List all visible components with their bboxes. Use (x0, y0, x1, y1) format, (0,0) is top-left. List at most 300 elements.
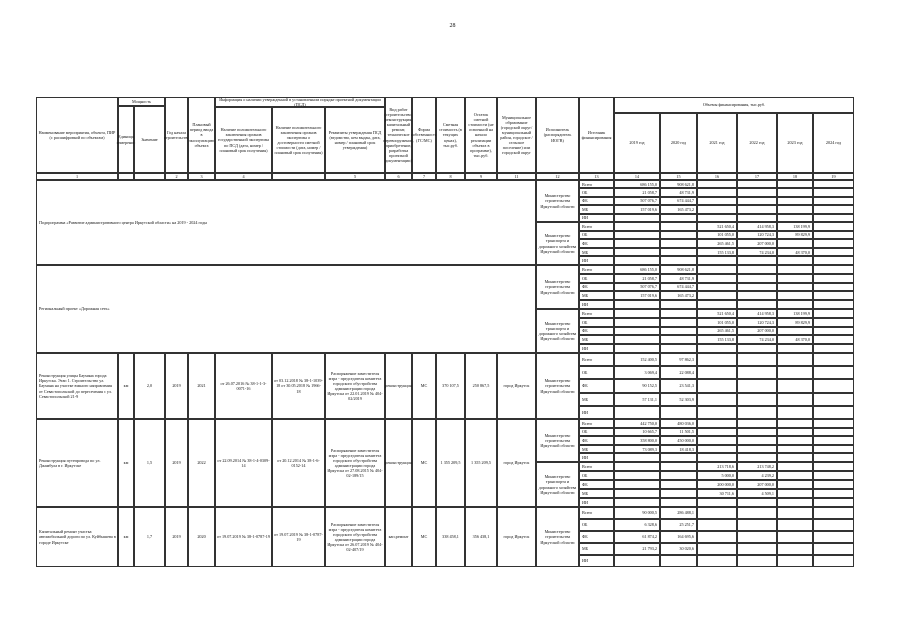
subprogram-build-value: 157 019,6 (614, 205, 660, 213)
header-name: Наименование мероприятия, объекта, ПИР (с расшифровкой по объектам) (36, 97, 118, 173)
regional-build-source: Всего (579, 265, 614, 274)
object3-build-value (777, 531, 813, 543)
object2-build-value (697, 419, 737, 428)
subprogram-trans-value (813, 239, 854, 248)
object3-build-value (777, 555, 813, 567)
object3-expertise: от 19.07.2019 № 38-1-0787-19 (215, 507, 272, 567)
blank (614, 462, 660, 471)
column-number: 16 (697, 173, 737, 180)
object1-build-value: 23 541,3 (660, 379, 697, 392)
object2-trans-value (697, 498, 737, 507)
subprogram-trans-value: 120 724,3 (737, 231, 777, 240)
column-number (134, 173, 165, 180)
object2-trans-value: 207 000,0 (737, 480, 777, 489)
regional-trans-value: 265 461,5 (697, 327, 737, 336)
subprogram-build-value (737, 180, 777, 188)
object3-build-value: 286 488,1 (660, 507, 697, 519)
subprogram-build-value (813, 214, 854, 222)
blank (660, 489, 697, 498)
subprogram-trans-source: ИИ (579, 256, 614, 265)
object2-build-value (697, 453, 737, 462)
regional-build-value (737, 300, 777, 309)
object2-build-value (813, 436, 854, 445)
object3-build-value: 90 000,5 (614, 507, 660, 519)
regional-build-value (697, 265, 737, 274)
object3-build-value: 164 695,6 (660, 531, 697, 543)
object2-year-start: 2019 (165, 419, 188, 507)
regional-trans-value: 414 958,3 (737, 309, 777, 318)
object2-build-value (813, 453, 854, 462)
object3-build-value (813, 531, 854, 543)
object2-trans-source: ИИ (579, 498, 614, 507)
object2-trans-value: 4 509,1 (737, 489, 777, 498)
object2-build-value (737, 436, 777, 445)
object3-build-value (697, 507, 737, 519)
object2-build-value (777, 419, 813, 428)
subprogram-build-value (614, 214, 660, 222)
regional-trans-value: 48 370,0 (777, 335, 813, 344)
regional-trans-value: 101 055,0 (697, 318, 737, 327)
header-year-3: 2021 год (697, 113, 737, 173)
subprogram-build-value (660, 214, 697, 222)
object3-year-start: 2019 (165, 507, 188, 567)
object1-name: Реконструкция улицы Баумана города Иркутска. Этап 1. Строительство ул. Баумана на участке южного направления от Севастопольской до пересечения с ул. Севастопольской 21-9 (36, 353, 118, 419)
object3-build-value (777, 519, 813, 531)
object3-build-source: ИИ (579, 555, 614, 567)
object2-build-value (813, 445, 854, 454)
object1-build-value (737, 393, 777, 406)
object2-trans-value: 200 000,0 (697, 480, 737, 489)
subprogram-trans-value: 89 829,9 (777, 231, 813, 240)
subprogram-trans-executor: Министерство транспорта и дорожного хозяйства Иркутской области (536, 222, 579, 265)
subprogram-trans-value (813, 231, 854, 240)
object2-approval: Распоряжение заместителя мэра - председателя комитета городского обустройства администрации города Иркутска от 27.08.2015 № 404-02-189/15 (325, 419, 385, 507)
blank (614, 344, 660, 353)
object2-municipality: город Иркутск (497, 419, 536, 507)
subprogram-trans-source: Всего (579, 222, 614, 231)
subprogram-title: Подпрограмма «Развитие административного центра Иркутской области» на 2019 - 2024 годы (36, 180, 536, 265)
regional-trans-source: МБ (579, 335, 614, 344)
object2-build-value: 358 800,0 (614, 436, 660, 445)
object3-cost: 338 458,1 (436, 507, 465, 567)
object2-build-value (777, 453, 813, 462)
object2-build-value (737, 419, 777, 428)
object2-build-value: 11 501,5 (660, 428, 697, 437)
object1-build-source: ИИ (579, 406, 614, 419)
object1-build-value: 52 303,9 (660, 393, 697, 406)
regional-trans-value: 521 650,4 (697, 309, 737, 318)
subprogram-build-value (777, 214, 813, 222)
header-est-cost: Сметная стоимость (в текущих ценах), тыс.руб. (436, 97, 465, 173)
object3-build-source: ОБ (579, 519, 614, 531)
object2-trans-value (777, 498, 813, 507)
object1-build-value (737, 366, 777, 379)
blank (614, 471, 660, 480)
blank (660, 335, 697, 344)
object1-build-value: 90 152,5 (614, 379, 660, 392)
subprogram-trans-value: 48 370,0 (777, 248, 813, 257)
object1-build-value (697, 353, 737, 366)
column-number (272, 173, 325, 180)
column-number: 9 (465, 173, 497, 180)
regional-trans-value: 207 000,0 (737, 327, 777, 336)
regional-trans-value (813, 344, 854, 353)
object1-year-start: 2019 (165, 353, 188, 419)
object2-trans-executor: Министерство транспорта и дорожного хозяйства Иркутской области (536, 462, 579, 507)
blank (614, 309, 660, 318)
object3-build-value: 21 793,2 (614, 543, 660, 555)
regional-build-value: 686 155,0 (614, 265, 660, 274)
column-number: 19 (813, 173, 854, 180)
regional-trans-value: 74 234,0 (737, 335, 777, 344)
column-number: 12 (536, 173, 579, 180)
subprogram-build-value: 507 076,7 (614, 197, 660, 205)
subprogram-trans-source: МБ (579, 248, 614, 257)
blank (660, 239, 697, 248)
object1-build-value (737, 379, 777, 392)
object1-cost: 370 107,5 (436, 353, 465, 419)
subprogram-build-value: 674 444,7 (660, 197, 697, 205)
object1-year-input: 2021 (188, 353, 215, 419)
subprogram-trans-source: ФБ (579, 239, 614, 248)
subprogram-trans-value: 74 234,0 (737, 248, 777, 257)
object3-build-value: 30 020,6 (660, 543, 697, 555)
subprogram-build-source: Всего (579, 180, 614, 188)
subprogram-trans-value: 155 133,8 (697, 248, 737, 257)
object1-build-value: 3 069,4 (614, 366, 660, 379)
column-number: 17 (737, 173, 777, 180)
object1-build-value (813, 406, 854, 419)
column-number (118, 173, 134, 180)
column-number: 11 (497, 173, 536, 180)
object1-build-value: 97 862,3 (660, 353, 697, 366)
object1-build-value (697, 379, 737, 392)
object2-build-value (697, 445, 737, 454)
regional-trans-value: 120 724,3 (737, 318, 777, 327)
object3-value: 1,7 (134, 507, 165, 567)
subprogram-build-source: ФБ (579, 197, 614, 205)
subprogram-build-value: 908 621,8 (660, 180, 697, 188)
header-approval: Реквизиты утверждения ПСД (ведомство, кем выдан, дата, номер / плановый срок утверждения) (325, 107, 385, 173)
subprogram-build-value (737, 214, 777, 222)
regional-trans-value (697, 344, 737, 353)
object3-name: Капитальный ремонт участка автомобильной дороги по ул. Куйбышева в городе Иркутске (36, 507, 118, 567)
object2-trans-value: 213 718,6 (697, 462, 737, 471)
object2-build-value: 480 036,0 (660, 419, 697, 428)
regional-build-value (737, 274, 777, 283)
object1-build-executor: Министерство строительства Иркутской области (536, 353, 579, 419)
column-number: 8 (436, 173, 465, 180)
blank (660, 480, 697, 489)
object1-build-value: 57 131,1 (614, 393, 660, 406)
regional-build-value (777, 300, 813, 309)
object2-remain: 1 355 209,5 (465, 419, 497, 507)
regional-build-value (697, 300, 737, 309)
blank (660, 309, 697, 318)
regional-trans-source: ИИ (579, 344, 614, 353)
page-number: 28 (449, 23, 456, 29)
header-ownership: Форма собственности (ГС/МС) (412, 97, 436, 173)
blank (660, 318, 697, 327)
object1-build-value (697, 393, 737, 406)
subprogram-trans-value: 521 650,4 (697, 222, 737, 231)
regional-build-value (813, 283, 854, 292)
object1-expertise: от 26.07.2016 № 38-1-1-3-0071-16 (215, 353, 272, 419)
column-number: 4 (215, 173, 272, 180)
object3-build-value (737, 555, 777, 567)
regional-trans-value (737, 344, 777, 353)
object2-build-source: МБ (579, 445, 614, 454)
blank (614, 480, 660, 489)
object2-trans-value (777, 480, 813, 489)
object3-ownership: МС (412, 507, 436, 567)
object2-build-value (777, 445, 813, 454)
object2-build-value (614, 453, 660, 462)
subprogram-trans-value: 138 199,9 (777, 222, 813, 231)
header-finance-group: Объемы финансирования, тыс.руб. (614, 97, 854, 113)
regional-build-value: 165 473,2 (660, 291, 697, 300)
column-number: 6 (385, 173, 412, 180)
subprogram-build-value (777, 205, 813, 213)
object1-build-value (697, 406, 737, 419)
object1-build-value (614, 406, 660, 419)
object1-build-value (777, 406, 813, 419)
object2-build-value (777, 428, 813, 437)
header-unit: Единица измерения (118, 106, 134, 173)
subprogram-trans-value: 207 000,0 (737, 239, 777, 248)
header-year-4: 2022 год (737, 113, 777, 173)
object3-build-value (813, 519, 854, 531)
header-power: Мощность (118, 97, 165, 106)
header-value: Значение (134, 106, 165, 173)
object2-trans-value: 4 239,2 (737, 471, 777, 480)
object2-trans-value (813, 480, 854, 489)
object2-cost: 1 355 209,5 (436, 419, 465, 507)
object1-build-source: ОБ (579, 366, 614, 379)
regional-trans-source: Всего (579, 309, 614, 318)
object1-build-source: ФБ (579, 379, 614, 392)
object2-build-value (737, 428, 777, 437)
regional-trans-value (813, 309, 854, 318)
object3-build-value (737, 531, 777, 543)
column-number: 13 (579, 173, 614, 180)
blank (614, 327, 660, 336)
object2-trans-value (777, 489, 813, 498)
subprogram-trans-source: ОБ (579, 231, 614, 240)
blank (614, 489, 660, 498)
blank (614, 256, 660, 265)
blank (660, 327, 697, 336)
subprogram-build-value (813, 180, 854, 188)
regional-trans-value: 155 133,8 (697, 335, 737, 344)
object3-build-source: Всего (579, 507, 614, 519)
object3-unit: км (118, 507, 134, 567)
object1-build-value (777, 379, 813, 392)
regional-trans-source: ФБ (579, 327, 614, 336)
subprogram-trans-value (813, 222, 854, 231)
object1-remain: 250 867,5 (465, 353, 497, 419)
object2-value: 1,5 (134, 419, 165, 507)
blank (660, 498, 697, 507)
column-number: 2 (165, 173, 188, 180)
subprogram-trans-value (813, 256, 854, 265)
subprogram-build-source: ОБ (579, 188, 614, 196)
blank (614, 498, 660, 507)
object2-work-type: реконструкция (385, 419, 412, 507)
subprogram-build-value (697, 214, 737, 222)
column-number: 14 (614, 173, 660, 180)
subprogram-build-value (813, 188, 854, 196)
regional-build-value (813, 291, 854, 300)
regional-build-value (777, 274, 813, 283)
regional-build-value (777, 291, 813, 300)
regional-trans-value: 138 199,9 (777, 309, 813, 318)
regional-build-source: ОБ (579, 274, 614, 283)
subprogram-trans-value: 101 055,0 (697, 231, 737, 240)
object2-trans-value: 30 711,6 (697, 489, 737, 498)
regional-trans-value (813, 335, 854, 344)
regional-build-source: ИИ (579, 300, 614, 309)
regional-trans-value (813, 318, 854, 327)
object3-reliability: от 19.07.2019 № 38-1-0787-19 (272, 507, 325, 567)
subprogram-trans-value (737, 256, 777, 265)
object2-build-value (697, 436, 737, 445)
regional-title: Региональный проект «Дорожная сеть» (36, 265, 536, 353)
regional-trans-executor: Министерство транспорта и дорожного хозяйства Иркутской области (536, 309, 579, 353)
subprogram-build-value (777, 180, 813, 188)
object1-build-source: Всего (579, 353, 614, 366)
regional-trans-value: 89 829,9 (777, 318, 813, 327)
regional-trans-value (777, 327, 813, 336)
object1-build-value (737, 406, 777, 419)
object1-municipality: город Иркутск (497, 353, 536, 419)
header-gov: Исполнитель (распорядитель ИОГВ) (536, 97, 579, 173)
object1-build-source: МБ (579, 393, 614, 406)
object3-build-value (813, 543, 854, 555)
header-source: Источник финансирования (579, 97, 614, 173)
object3-build-value (777, 543, 813, 555)
regional-build-value (660, 300, 697, 309)
object2-trans-source: ФБ (579, 480, 614, 489)
object3-build-value (614, 555, 660, 567)
object2-build-value: 18 418,3 (660, 445, 697, 454)
subprogram-trans-value: 414 958,3 (737, 222, 777, 231)
object2-trans-source: ОБ (579, 471, 614, 480)
object2-trans-value: 5 000,0 (697, 471, 737, 480)
header-reliability: Наличие положительного заключения органов экспертизы о достоверности сметной стоимости (дата, номер / плановый срок получения) (272, 107, 325, 173)
object1-build-value (813, 353, 854, 366)
object2-trans-value (737, 498, 777, 507)
object2-trans-value (813, 489, 854, 498)
object2-trans-value (777, 471, 813, 480)
blank (660, 462, 697, 471)
object1-build-value (777, 353, 813, 366)
object1-build-value: 152 400,5 (614, 353, 660, 366)
object2-build-value (737, 453, 777, 462)
subprogram-build-value (813, 197, 854, 205)
object2-build-value: 450 000,0 (660, 436, 697, 445)
subprogram-build-value (813, 205, 854, 213)
object2-build-source: Всего (579, 419, 614, 428)
object2-name: Реконструкция путепровода по ул. Джамбула в г. Иркутске (36, 419, 118, 507)
object3-approval: Распоряжение заместителя мэра - председателя комитета городского обустройства администрации города Иркутска от 26.07.2019 № 404-02-407/19 (325, 507, 385, 567)
object3-build-value (697, 519, 737, 531)
object1-build-value (813, 366, 854, 379)
object1-work-type: реконструкция (385, 353, 412, 419)
object3-build-value (777, 507, 813, 519)
object3-municipality: город Иркутск (497, 507, 536, 567)
blank (660, 344, 697, 353)
blank (614, 318, 660, 327)
object3-build-value (813, 555, 854, 567)
blank (660, 231, 697, 240)
header-year-6: 2024 год (813, 113, 854, 173)
object2-reliability: от 20.12.2014 № 38-1-6-0152-14 (272, 419, 325, 507)
subprogram-trans-value (777, 239, 813, 248)
object2-build-executor: Министерство строительства Иркутской области (536, 419, 579, 462)
blank (614, 231, 660, 240)
regional-build-value: 157 019,6 (614, 291, 660, 300)
object3-build-value (660, 555, 697, 567)
object2-build-source: ОБ (579, 428, 614, 437)
object3-build-source: МБ (579, 543, 614, 555)
object2-build-value (813, 428, 854, 437)
object2-trans-value (813, 471, 854, 480)
object1-build-value (813, 379, 854, 392)
object2-trans-value (813, 462, 854, 471)
object3-year-input: 2020 (188, 507, 215, 567)
blank (660, 248, 697, 257)
object2-trans-source: МБ (579, 489, 614, 498)
object2-trans-value (777, 462, 813, 471)
blank (660, 256, 697, 265)
object3-build-value (697, 543, 737, 555)
regional-build-value (813, 300, 854, 309)
regional-build-value (614, 300, 660, 309)
column-number: 5 (325, 173, 385, 180)
regional-build-value (737, 291, 777, 300)
regional-trans-source: ОБ (579, 318, 614, 327)
subprogram-build-value (777, 197, 813, 205)
object3-build-value: 25 251,7 (660, 519, 697, 531)
subprogram-build-executor: Министерство строительства Иркутской области (536, 180, 579, 222)
header-docs-group: Информация о наличии утвержденной в установленном порядке проектной документации (ПСД) (215, 97, 385, 107)
regional-build-value: 908 621,8 (660, 265, 697, 274)
header-expertise: Наличие положительного заключения органов государственной экспертизы по ПСД (дата, номер / плановый срок получения) (215, 107, 272, 173)
object3-build-value (697, 555, 737, 567)
subprogram-build-source: МБ (579, 205, 614, 213)
subprogram-build-value (697, 180, 737, 188)
object1-reliability: от 03.12.2018 № 38-1-1039-18 от 30.05.2018 № 1966-18 (272, 353, 325, 419)
subprogram-build-value (777, 188, 813, 196)
object3-build-value (697, 531, 737, 543)
object2-year-input: 2022 (188, 419, 215, 507)
object1-ownership: МС (412, 353, 436, 419)
header-remain: Остаток сметной стоимости (не освоенной на начало реализации объекта в программе), тыс.руб. (465, 97, 497, 173)
subprogram-build-value: 686 155,0 (614, 180, 660, 188)
object2-build-value: 10 665,7 (614, 428, 660, 437)
object2-build-source: ФБ (579, 436, 614, 445)
object3-build-value: 61 874,2 (614, 531, 660, 543)
header-year-start: Год начала строительства (165, 97, 188, 173)
object3-build-value: 6 328,6 (614, 519, 660, 531)
object3-build-value (737, 543, 777, 555)
subprogram-build-value: 48 731,9 (660, 188, 697, 196)
subprogram-build-value (737, 205, 777, 213)
object2-ownership: МС (412, 419, 436, 507)
subprogram-trans-value (697, 256, 737, 265)
object1-unit: км (118, 353, 134, 419)
